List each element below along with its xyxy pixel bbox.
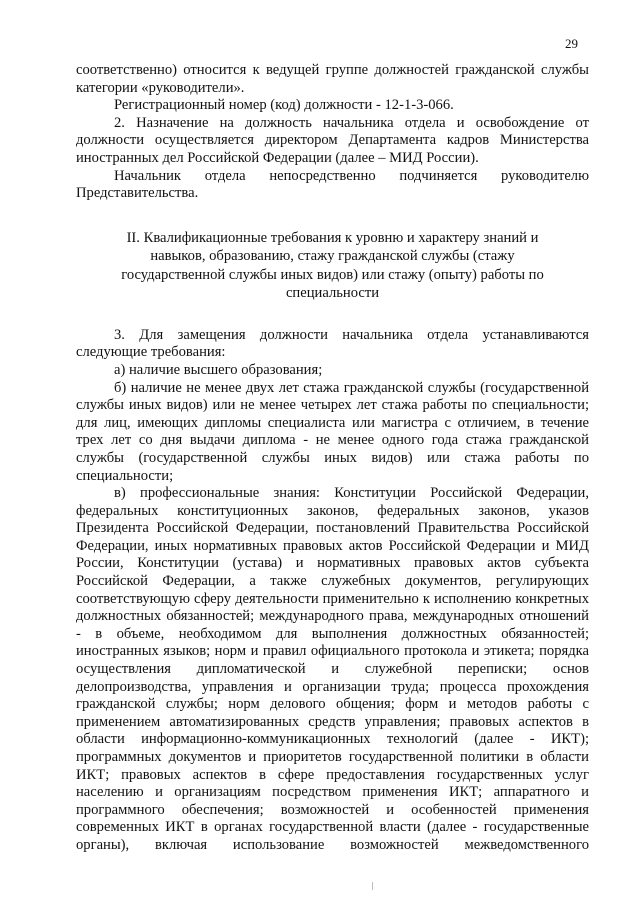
paragraph-category: соответственно) относится к ведущей группе должностей гражданской службы категории «руководители». — [76, 62, 589, 96]
paragraph-appointment: 2. Назначение на должность начальника отдела и освобождение от должности осуществляется директором Департамента кадров Министерства иностранных дел Российской Федерации (далее – МИД России). — [76, 114, 589, 166]
scan-mark — [372, 882, 373, 890]
section-heading: II. Квалификационные требования к уровню и характеру знаний и навыков, образованию, стажу гражданской службы (стажу государственной службы иных видов) или стажу (опыту) работы по специальности — [121, 229, 544, 302]
paragraph-subordination: Начальник отдела непосредственно подчиняется руководителю Представительства. — [76, 167, 589, 202]
page-number: 29 — [565, 36, 578, 51]
paragraph-requirement-a: а) наличие высшего образования; — [114, 361, 323, 378]
paragraph-requirement-v: в) профессиональные знания: Конституции Российской Федерации, федеральных конституционных законов, федеральных законов, указов Президента Российской Федерации, постановлений Правительства Российской Федерации, иных нормативных правовых актов Российской Федерации и МИД России, Конституции (устава) и нормативных правовых актов субъекта Российской Федерации, а также служебных документов, регулирующих соответствующую сферу деятельности применительно к исполнению конкретных должностных обязанностей; международного права, международных отношений - в объеме, необходимом для выполнения должностных обязанностей; иностранных языков; норм и правил официального протокола и этикета; порядка осуществления дипломатической и служебной переписки; основ делопроизводства, управления и организации труда; процесса прохождения гражданской службы; норм делового общения; форм и методов работы с применением автоматизированных средств управления; правовых аспектов в области информационно-коммуникационных технологий (далее - ИКТ); программных документов и приоритетов государственной политики в области ИКТ; правовых аспектов в сфере предоставления государственных услуг населению и организациям посредством применения ИКТ; аппаратного и программного обеспечения; возможностей и особенностей применения современных ИКТ в органах государственной власти (далее - государственные органы), включая использование возможностей межведомственного — [76, 485, 589, 853]
paragraph-requirements-intro: 3. Для замещения должности начальника отдела устанавливаются следующие требования: — [76, 326, 589, 361]
paragraph-requirement-b: б) наличие не менее двух лет стажа гражданской службы (государственной службы иных видов) или не менее четырех лет стажа работы по специальности; для лиц, имеющих дипломы специалиста или магистра с отличием, в течение трех лет со дня выдачи диплома - не менее одного года стажа гражданской службы (государственной службы иных видов) или стажа работы по специальности; — [76, 379, 589, 484]
paragraph-registration-number: Регистрационный номер (код) должности - 12-1-3-066. — [114, 97, 454, 114]
document-body — [76, 62, 589, 855]
